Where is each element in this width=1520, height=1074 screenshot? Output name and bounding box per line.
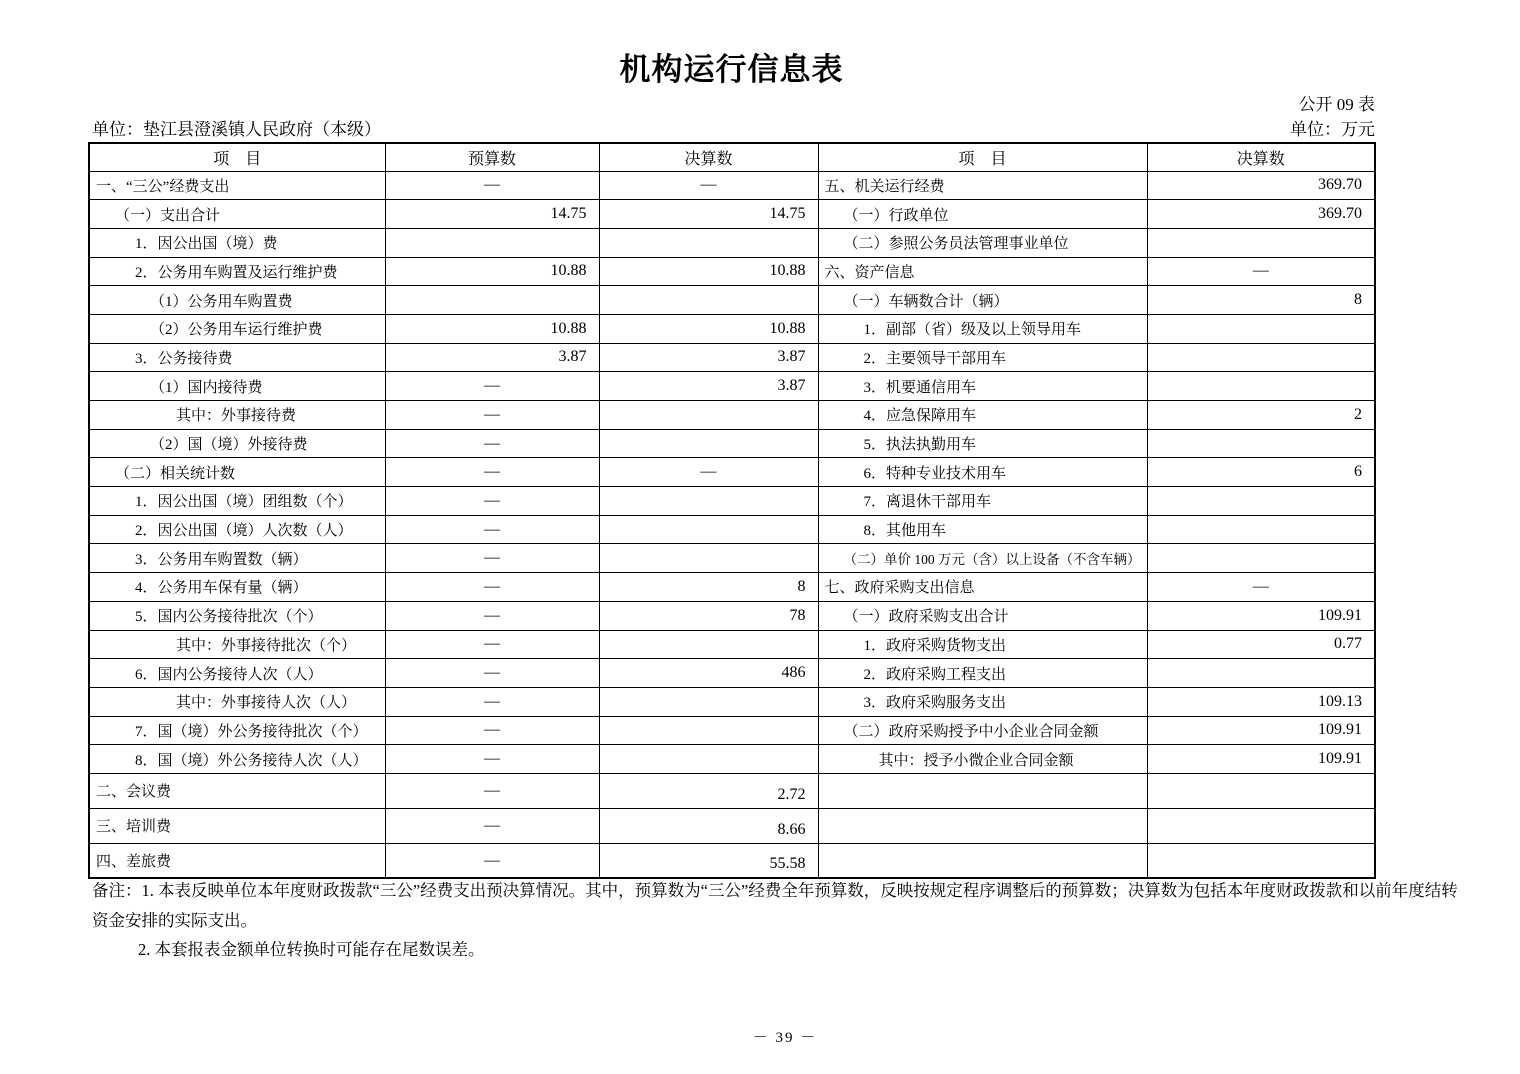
value-cell: 3.87 — [599, 343, 818, 372]
item-cell: 2．因公出国（境）人次数（人） — [89, 515, 385, 544]
item-cell: 7．国（境）外公务接待批次（个） — [89, 716, 385, 745]
item-cell: 四、差旅费 — [89, 843, 385, 878]
value-cell — [599, 487, 818, 516]
table-row — [89, 687, 1375, 716]
table-row — [89, 515, 1375, 544]
value-cell — [1147, 843, 1375, 878]
value-cell — [599, 228, 818, 257]
item-cell: 1．政府采购货物支出 — [818, 630, 1147, 659]
item-cell: 2．公务用车购置及运行维护费 — [89, 257, 385, 286]
value-cell: 0.77 — [1147, 630, 1375, 659]
item-cell: 2．主要领导干部用车 — [818, 343, 1147, 372]
column-header-final-right: 决算数 — [1147, 143, 1375, 171]
value-cell: 3.87 — [599, 372, 818, 401]
value-cell: 8 — [1147, 286, 1375, 315]
value-cell: 14.75 — [599, 200, 818, 229]
value-cell: 10.88 — [599, 257, 818, 286]
value-cell: — — [599, 171, 818, 200]
table-row — [89, 659, 1375, 688]
item-cell: 其中：外事接待批次（个） — [89, 630, 385, 659]
item-cell: 1．副部（省）级及以上领导用车 — [818, 314, 1147, 343]
value-cell: — — [599, 458, 818, 487]
value-cell: 3.87 — [385, 343, 599, 372]
value-cell — [385, 228, 599, 257]
value-cell: — — [1147, 573, 1375, 602]
item-cell: 5．执法执勤用车 — [818, 429, 1147, 458]
value-cell: 10.88 — [385, 314, 599, 343]
value-cell — [1147, 487, 1375, 516]
value-cell — [1147, 429, 1375, 458]
currency-unit-label: 单位：万元 — [1290, 120, 1375, 139]
value-cell — [599, 401, 818, 430]
value-cell: 486 — [599, 659, 818, 688]
item-cell — [818, 773, 1147, 808]
item-cell: （一）支出合计 — [89, 200, 385, 229]
value-cell — [599, 286, 818, 315]
item-cell: 二、会议费 — [89, 773, 385, 808]
value-cell: 6 — [1147, 458, 1375, 487]
value-cell — [599, 716, 818, 745]
item-cell: （二）参照公务员法管理事业单位 — [818, 228, 1147, 257]
item-cell: 七、政府采购支出信息 — [818, 573, 1147, 602]
item-cell: 一、“三公”经费支出 — [89, 171, 385, 200]
value-cell: 109.13 — [1147, 687, 1375, 716]
item-cell: （一）行政单位 — [818, 200, 1147, 229]
item-cell — [818, 808, 1147, 843]
table-row — [89, 200, 1375, 229]
notes-line-2: 资金安排的实际支出。 — [92, 910, 257, 930]
value-cell — [1147, 808, 1375, 843]
value-cell: — — [385, 630, 599, 659]
value-cell: 369.70 — [1147, 200, 1375, 229]
value-cell — [1147, 515, 1375, 544]
value-cell: — — [385, 429, 599, 458]
value-cell: 109.91 — [1147, 745, 1375, 774]
item-cell: 三、培训费 — [89, 808, 385, 843]
table-row — [89, 808, 1375, 843]
table-row — [89, 630, 1375, 659]
table-row — [89, 773, 1375, 808]
table-body — [89, 171, 1375, 878]
table-row — [89, 343, 1375, 372]
value-cell: 10.88 — [599, 314, 818, 343]
table-row — [89, 286, 1375, 315]
item-cell: （2）国（境）外接待费 — [89, 429, 385, 458]
value-cell: — — [1147, 257, 1375, 286]
value-cell: — — [385, 171, 599, 200]
value-cell: — — [385, 515, 599, 544]
item-cell: 2．政府采购工程支出 — [818, 659, 1147, 688]
value-cell — [599, 630, 818, 659]
column-header-final-left: 决算数 — [599, 143, 818, 171]
table-row — [89, 401, 1375, 430]
item-cell: 3．机要通信用车 — [818, 372, 1147, 401]
notes-line-1: 备注：1. 本表反映单位本年度财政拨款“三公”经费支出预决算情况。其中，预算数为“三公”经费全年预算数，反映按规定程序调整后的预算数；决算数为包括本年度财政拨款和以前年度结转 — [92, 881, 1458, 900]
value-cell — [599, 544, 818, 573]
item-cell — [818, 843, 1147, 878]
table-row — [89, 601, 1375, 630]
item-cell: 6．国内公务接待人次（人） — [89, 659, 385, 688]
item-cell: 1．因公出国（境）团组数（个） — [89, 487, 385, 516]
value-cell: — — [385, 716, 599, 745]
item-cell: （一）政府采购支出合计 — [818, 601, 1147, 630]
value-cell: — — [385, 843, 599, 878]
item-cell: 其中：外事接待人次（人） — [89, 687, 385, 716]
table-row — [89, 487, 1375, 516]
item-cell: 3．公务接待费 — [89, 343, 385, 372]
table-row — [89, 314, 1375, 343]
table-row — [89, 228, 1375, 257]
item-cell: （1）公务用车购置费 — [89, 286, 385, 315]
value-cell — [599, 687, 818, 716]
value-cell — [385, 286, 599, 315]
value-cell: 10.88 — [385, 257, 599, 286]
unit-name-label: 单位：垫江县澄溪镇人民政府（本级） — [92, 120, 381, 139]
value-cell — [599, 429, 818, 458]
form-number-label: 公开 09 表 — [1298, 95, 1375, 114]
column-header-item-right: 项 目 — [818, 143, 1147, 171]
table-row — [89, 171, 1375, 200]
value-cell: 78 — [599, 601, 818, 630]
item-cell: 五、机关运行经费 — [818, 171, 1147, 200]
table-row — [89, 257, 1375, 286]
item-cell: 5．国内公务接待批次（个） — [89, 601, 385, 630]
item-cell: （二）单价 100 万元（含）以上设备（不含车辆） — [818, 544, 1147, 573]
table-header-row — [89, 143, 1375, 171]
item-cell: （二）相关统计数 — [89, 458, 385, 487]
value-cell: — — [385, 487, 599, 516]
value-cell — [599, 515, 818, 544]
item-cell: （1）国内接待费 — [89, 372, 385, 401]
item-cell: 6．特种专业技术用车 — [818, 458, 1147, 487]
value-cell: 55.58 — [599, 843, 818, 878]
unit-row — [92, 115, 1375, 140]
value-cell: 109.91 — [1147, 716, 1375, 745]
table-row — [89, 843, 1375, 878]
value-cell — [599, 745, 818, 774]
value-cell — [1147, 343, 1375, 372]
item-cell: 8．其他用车 — [818, 515, 1147, 544]
value-cell: 14.75 — [385, 200, 599, 229]
value-cell: 8 — [599, 573, 818, 602]
value-cell: — — [385, 372, 599, 401]
item-cell: 4．应急保障用车 — [818, 401, 1147, 430]
value-cell: — — [385, 745, 599, 774]
item-cell: 7．离退休干部用车 — [818, 487, 1147, 516]
table-row — [89, 716, 1375, 745]
value-cell: 109.91 — [1147, 601, 1375, 630]
item-cell: 六、资产信息 — [818, 257, 1147, 286]
value-cell — [1147, 314, 1375, 343]
notes-line-3: 2. 本套报表金额单位转换时可能存在尾数误差。 — [138, 940, 485, 959]
value-cell: — — [385, 573, 599, 602]
value-cell — [1147, 659, 1375, 688]
table-row — [89, 573, 1375, 602]
value-cell — [1147, 228, 1375, 257]
item-cell: 3．公务用车购置数（辆） — [89, 544, 385, 573]
value-cell — [1147, 773, 1375, 808]
value-cell: — — [385, 544, 599, 573]
item-cell: 3．政府采购服务支出 — [818, 687, 1147, 716]
table-row — [89, 458, 1375, 487]
column-header-item-left: 项 目 — [89, 143, 385, 171]
item-cell: 其中：授予小微企业合同金额 — [818, 745, 1147, 774]
value-cell — [1147, 544, 1375, 573]
value-cell: 2.72 — [599, 773, 818, 808]
item-cell: 1．因公出国（境）费 — [89, 228, 385, 257]
item-cell: 其中：外事接待费 — [89, 401, 385, 430]
value-cell: — — [385, 401, 599, 430]
notes-block — [92, 876, 1502, 965]
value-cell: — — [385, 659, 599, 688]
value-cell: — — [385, 458, 599, 487]
document-title: 机构运行信息表 — [619, 52, 844, 87]
value-cell: — — [385, 687, 599, 716]
value-cell: — — [385, 601, 599, 630]
value-cell: 8.66 — [599, 808, 818, 843]
item-cell: （2）公务用车运行维护费 — [89, 314, 385, 343]
value-cell: 2 — [1147, 401, 1375, 430]
value-cell: 369.70 — [1147, 171, 1375, 200]
table-row — [89, 745, 1375, 774]
item-cell: 4．公务用车保有量（辆） — [89, 573, 385, 602]
page-number: － 39 － — [752, 1030, 818, 1046]
info-table — [88, 142, 1376, 879]
value-cell: — — [385, 808, 599, 843]
value-cell — [1147, 372, 1375, 401]
item-cell: （一）车辆数合计（辆） — [818, 286, 1147, 315]
column-header-budget: 预算数 — [385, 143, 599, 171]
item-cell: （二）政府采购授予中小企业合同金额 — [818, 716, 1147, 745]
item-cell: 8．国（境）外公务接待人次（人） — [89, 745, 385, 774]
table-row — [89, 544, 1375, 573]
table-row — [89, 429, 1375, 458]
value-cell: — — [385, 773, 599, 808]
table-row — [89, 372, 1375, 401]
